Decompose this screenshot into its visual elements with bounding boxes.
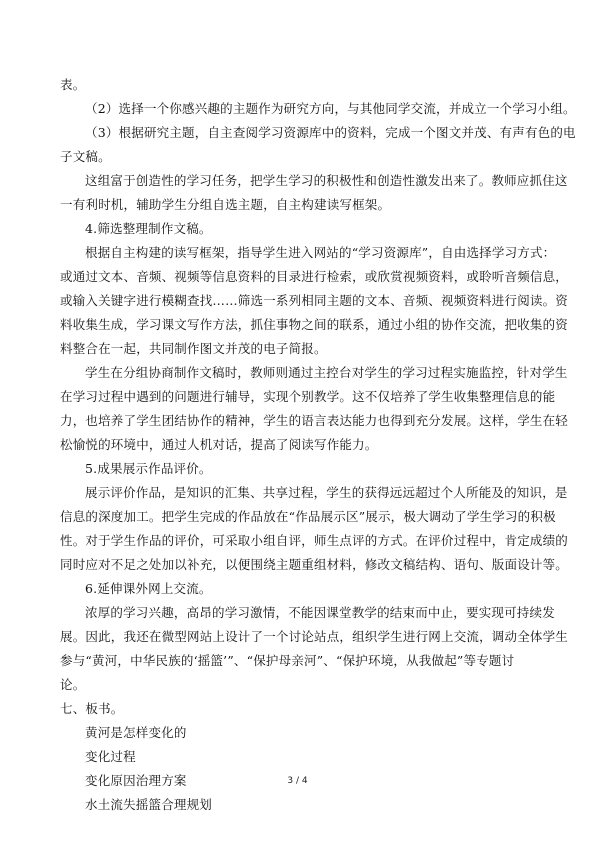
text-line: 一有利时机，辅助学生分组自选主题，自主构建读写框架。 <box>60 197 391 212</box>
text-line: 论。 <box>60 677 86 692</box>
text-line: 松愉悦的环境中，通过人机对话，提高了阅读写作能力。 <box>60 437 378 452</box>
text-line: 学生在分组协商制作文稿时，教师则通过主控台对学生的学习过程实施监控，针对学生 <box>85 365 568 380</box>
section-heading: 4.筛选整理制作文稿。 <box>85 221 212 236</box>
text-line: （2）选择一个你感兴趣的主题作为研究方向，与其他同学交流，并成立一个学习小组。 <box>85 101 576 116</box>
section-heading: 5.成果展示作品评价。 <box>85 461 212 476</box>
board-item: 水土流失摇篮合理规划 <box>85 797 213 812</box>
text-line: 展示评价作品，是知识的汇集、共享过程，学生的获得远远超过个人所能及的知识，是 <box>85 485 568 500</box>
text-line: 表。 <box>60 77 86 92</box>
page-number: 3 / 4 <box>287 776 308 786</box>
text-line: 参与“黄河，中华民族的‘摇篮’”、“保护母亲河”、“保护环境，从我做起”等专题讨 <box>60 653 515 668</box>
text-line: 这组富于创造性的学习任务，把学生学习的积极性和创造性激发出来了。教师应抓住这 <box>85 173 568 188</box>
text-line: 展。因此，我还在微型网站上设计了一个讨论站点，组织学生进行网上交流，调动全体学生 <box>60 629 569 644</box>
text-line: 同时应对不足之处加以补充，以便围绕主题重组材料，修改文稿结构、语句、版面设计等。 <box>60 557 569 572</box>
text-line: 或输入关键字进行模糊查找……筛选一系列相同主题的文本、音频、视频资料进行阅读。资 <box>60 293 569 308</box>
text-line: 在学习过程中遇到的问题进行辅导，实现个别教学。这不仅培养了学生收集整理信息的能 <box>60 389 556 404</box>
text-line: 浓厚的学习兴趣，高昂的学习激情，不能因课堂教学的结束而中止，要实现可持续发 <box>85 605 555 620</box>
board-item: 黄河是怎样变化的 <box>85 725 187 740</box>
text-line: 或通过文本、音频、视频等信息资料的目录进行检索，或欣赏视频资料，或聆听音频信息， <box>60 269 569 284</box>
text-line: （3）根据研究主题，自主查阅学习资源库中的资料，完成一个图文并茂、有声有色的电 <box>85 125 576 140</box>
board-item: 变化原因治理方案 <box>85 773 187 788</box>
text-line: 子文稿。 <box>60 149 111 164</box>
text-line: 料整合在一起，共同制作图文并茂的电子简报。 <box>60 341 327 356</box>
section-heading: 七、板书。 <box>60 701 124 716</box>
board-item: 变化过程 <box>85 749 136 764</box>
text-line: 性。对于学生作品的评价，可采取小组自评，师生点评的方式。在评价过程中，肯定成绩的 <box>60 533 569 548</box>
text-line: 力，也培养了学生团结协作的精神，学生的语言表达能力也得到充分发展。这样，学生在轻 <box>60 413 569 428</box>
section-heading: 6.延伸课外网上交流。 <box>85 581 212 596</box>
text-line: 根据自主构建的读写框架，指导学生进入网站的“学习资源库”，自由选择学习方式： <box>85 245 556 260</box>
text-line: 料收集生成，学习课文写作方法，抓住事物之间的联系，通过小组的协作交流，把收集的资 <box>60 317 569 332</box>
text-line: 信息的深度加工。把学生完成的作品放在“作品展示区”展示，极大调动了学生学习的积极 <box>60 509 556 524</box>
